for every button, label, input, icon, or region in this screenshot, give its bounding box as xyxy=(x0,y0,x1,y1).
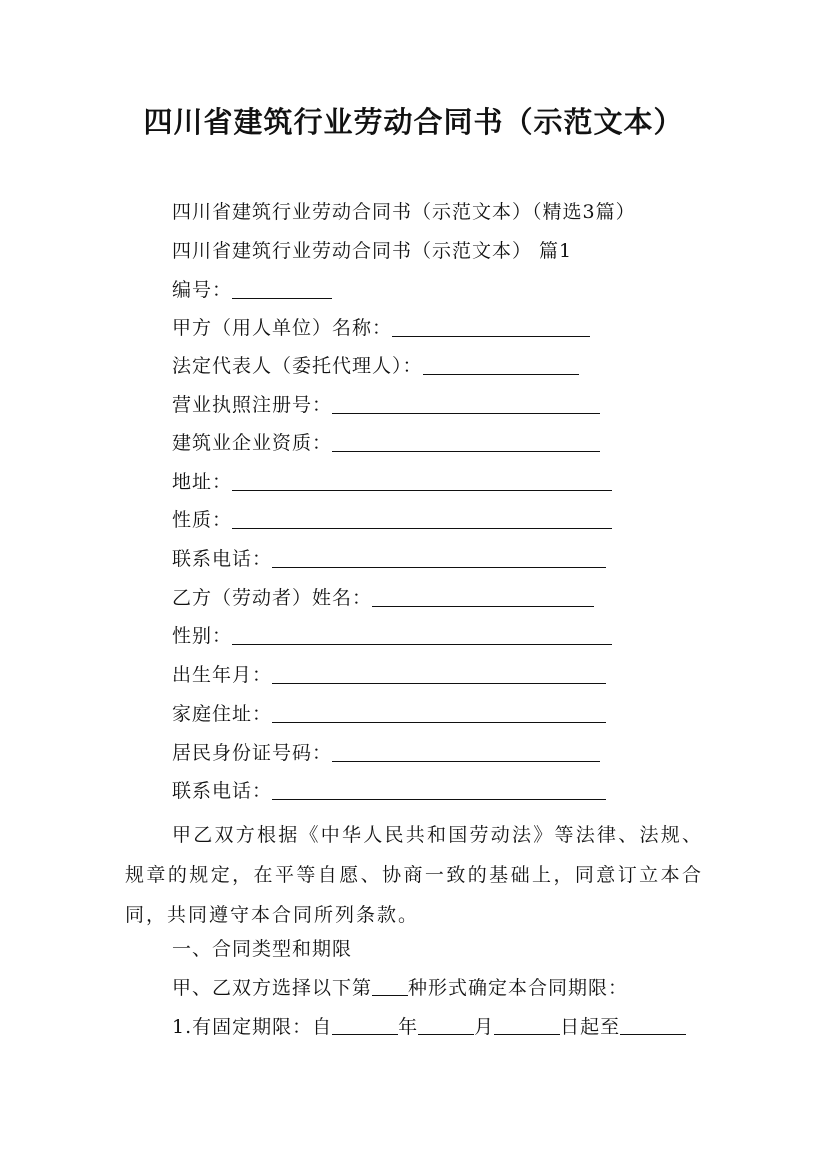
field-label: 联系电话： xyxy=(172,548,273,570)
section-heading: 一、合同类型和期限 xyxy=(172,938,353,960)
field-party-b-name xyxy=(172,584,594,612)
fill-in-blank xyxy=(332,431,600,452)
fill-in-blank xyxy=(392,316,590,337)
field-label: 营业执照注册号： xyxy=(172,394,333,416)
term-choice-line xyxy=(172,974,628,1002)
fill-in-blank xyxy=(272,663,606,684)
field-label: 出生年月： xyxy=(172,664,273,686)
field-party-a-phone xyxy=(172,545,606,573)
field-party-b-phone xyxy=(172,777,606,805)
field-label: 建筑业企业资质： xyxy=(172,432,333,454)
field-label: 性别： xyxy=(172,625,233,647)
field-gender xyxy=(172,622,612,650)
field-label: 居民身份证号码： xyxy=(172,742,333,764)
fixed-term-line xyxy=(172,1013,686,1041)
field-address xyxy=(172,468,612,496)
term-choice-suffix: 种形式确定本合同期限： xyxy=(408,977,629,999)
fill-in-blank xyxy=(423,354,579,375)
field-label: 甲方（用人单位）名称： xyxy=(172,317,393,339)
field-legal-representative xyxy=(172,352,579,380)
fill-in-blank xyxy=(272,779,606,800)
field-nature xyxy=(172,506,612,534)
fill-in-blank xyxy=(620,1014,686,1035)
field-label: 法定代表人（委托代理人）： xyxy=(172,355,423,377)
intro-paragraph: 甲乙双方根据《中华人民共和国劳动法》等法律、法规、规章的规定，在平等自愿、协商一致的基础上，同意订立本合同，共同遵守本合同所列条款。 xyxy=(125,824,703,926)
term-choice-prefix: 甲、乙双方选择以下第 xyxy=(172,977,373,999)
fill-in-blank xyxy=(418,1014,474,1035)
field-label: 性质： xyxy=(172,509,233,531)
subtitle: 四川省建筑行业劳动合同书（示范文本）（精选3篇） xyxy=(172,201,636,223)
fill-in-blank xyxy=(332,393,600,414)
fill-in-blank xyxy=(272,702,606,723)
field-enterprise-qualification xyxy=(172,429,600,457)
fill-in-blank xyxy=(372,975,408,996)
document-title: 四川省建筑行业劳动合同书（示范文本） xyxy=(143,105,684,139)
field-label: 编号： xyxy=(172,279,233,301)
month-label: 月 xyxy=(474,1016,495,1038)
field-id-number xyxy=(172,739,600,767)
year-label: 年 xyxy=(398,1016,419,1038)
day-to-label: 日起至 xyxy=(560,1016,621,1038)
field-party-a-name xyxy=(172,314,590,342)
field-label: 联系电话： xyxy=(172,780,273,802)
fill-in-blank xyxy=(332,741,600,762)
field-label: 家庭住址： xyxy=(172,703,273,725)
field-label: 乙方（劳动者）姓名： xyxy=(172,587,373,609)
field-contract-number xyxy=(172,276,332,304)
field-business-license xyxy=(172,391,600,419)
fill-in-blank xyxy=(232,470,612,491)
field-home-address xyxy=(172,700,606,728)
field-birth-date xyxy=(172,661,606,689)
fill-in-blank xyxy=(232,278,332,299)
fill-in-blank xyxy=(272,547,606,568)
part-heading: 四川省建筑行业劳动合同书（示范文本） 篇1 xyxy=(172,240,573,262)
fill-in-blank xyxy=(232,624,612,645)
fixed-term-prefix: 1.有固定期限：自 xyxy=(172,1016,333,1038)
field-label: 地址： xyxy=(172,471,233,493)
fill-in-blank xyxy=(332,1014,398,1035)
fill-in-blank xyxy=(372,586,594,607)
fill-in-blank xyxy=(494,1014,560,1035)
fill-in-blank xyxy=(232,508,612,529)
